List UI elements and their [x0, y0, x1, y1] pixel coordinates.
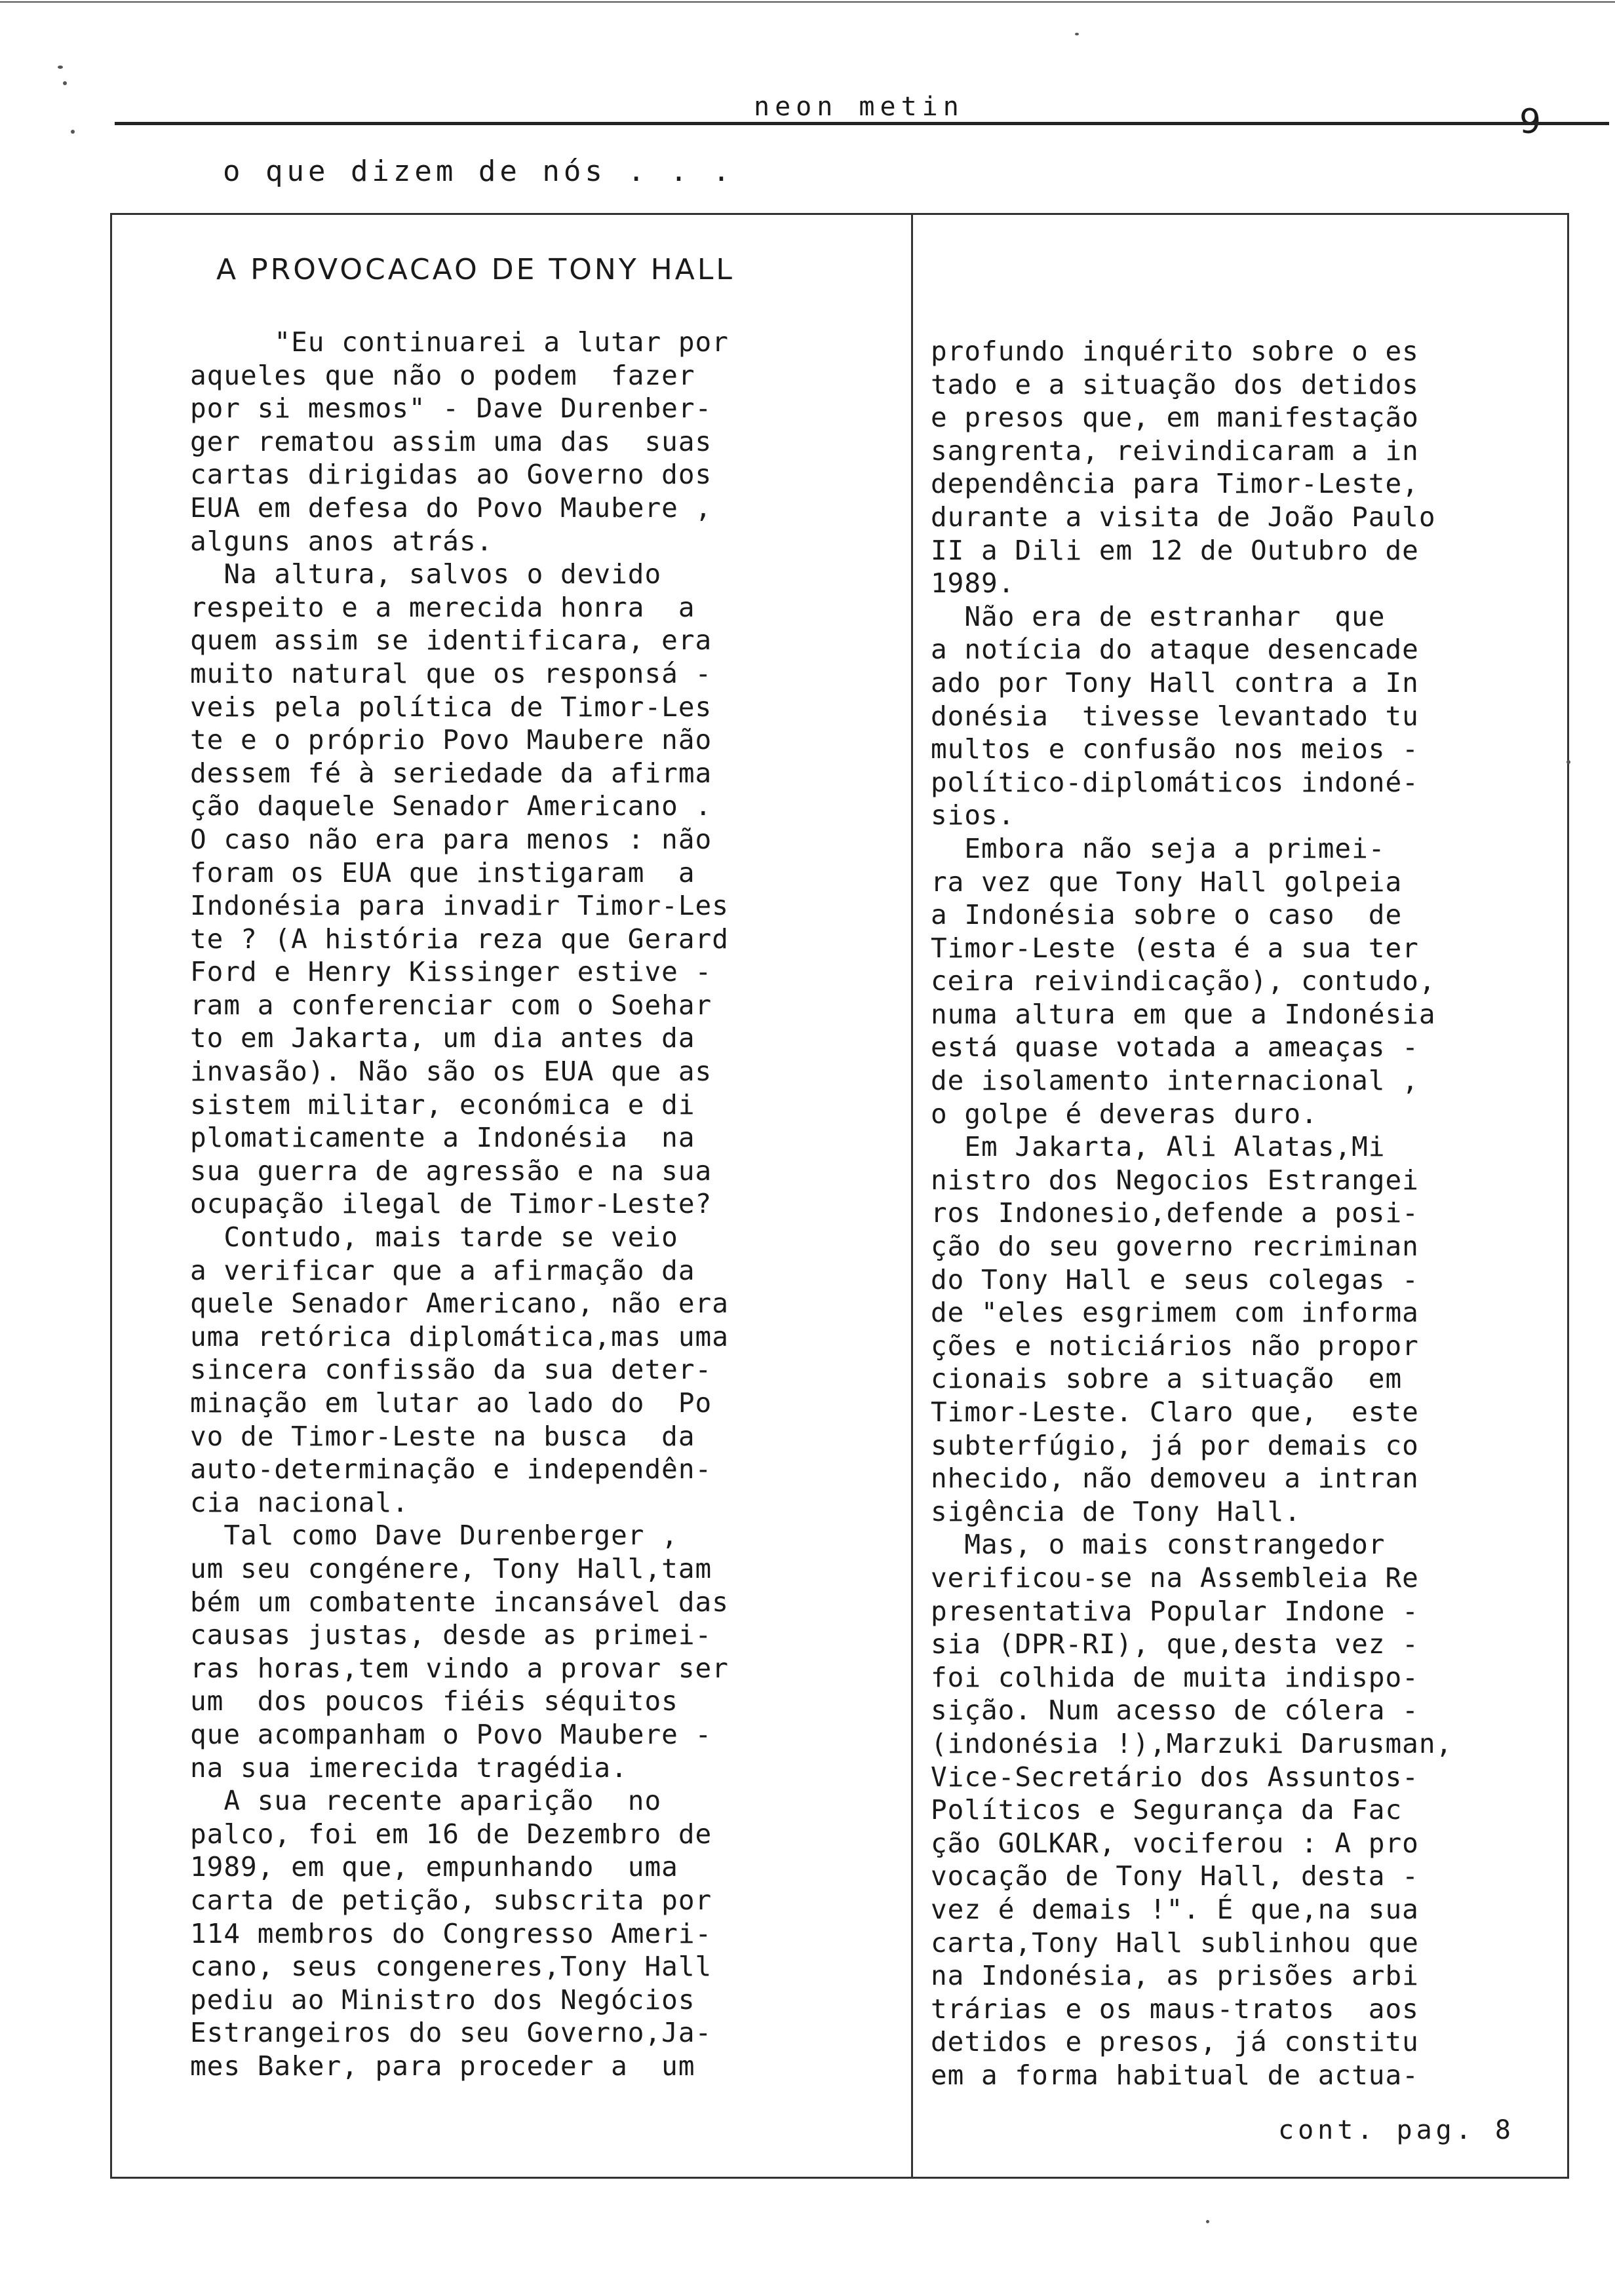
text-line: dessem fé à seriedade da afirma [190, 757, 712, 789]
text-line: a notícia do ataque desencade [931, 634, 1419, 666]
left-column [190, 326, 898, 2082]
text-line: 1989, em que, empunhando uma [190, 1851, 678, 1883]
scan-speck [1566, 760, 1570, 764]
text-line: trárias e os maus-tratos aos [931, 1993, 1419, 2025]
page-number: 9 [1519, 102, 1542, 142]
text-line: a Indonésia sobre o caso de [931, 899, 1403, 931]
text-line: Ford e Henry Kissinger estive - [190, 956, 712, 988]
text-line: dependência para Timor-Leste, [931, 468, 1419, 500]
text-line: palco, foi em 16 de Dezembro de [190, 1818, 712, 1850]
text-line: na sua imerecida tragédia. [190, 1751, 628, 1784]
text-line: ram a conferenciar com o Soehar [190, 989, 712, 1021]
text-line: cionais sobre a situação em [931, 1363, 1403, 1395]
text-line: Timor-Leste. Claro que, este [931, 1396, 1419, 1428]
text-line: ocupação ilegal de Timor-Leste? [190, 1188, 712, 1220]
text-line: veis pela política de Timor-Les [190, 691, 712, 723]
scan-speck [63, 81, 67, 85]
text-line: II a Dili em 12 de Outubro de [931, 534, 1419, 566]
text-line: aqueles que não o podem fazer [190, 359, 695, 391]
text-line: verificou-se na Assembleia Re [931, 1561, 1419, 1594]
text-line: ções e noticiários não propor [931, 1330, 1419, 1362]
text-line: ção do seu governo recriminan [931, 1231, 1419, 1263]
text-line: um dos poucos fiéis séquitos [190, 1685, 678, 1717]
text-line: Não era de estranhar que [931, 600, 1386, 632]
text-line: Timor-Leste (esta é a sua ter [931, 932, 1419, 964]
text-line: carta de petição, subscrita por [190, 1884, 712, 1916]
text-line: auto-determinação e independên- [190, 1453, 712, 1485]
top-edge-rule [0, 1, 1615, 3]
text-line: pediu ao Ministro dos Negócios [190, 1983, 695, 2016]
text-line: ra vez que Tony Hall golpeia [931, 866, 1403, 898]
text-line: sigência de Tony Hall. [931, 1495, 1302, 1527]
text-line: está quase votada a ameaças - [931, 1031, 1419, 1063]
text-line: a verificar que a afirmação da [190, 1254, 695, 1286]
text-line: ção GOLKAR, vociferou : A pro [931, 1827, 1419, 1859]
text-line: cano, seus congeneres,Tony Hall [190, 1951, 712, 1983]
text-line: que acompanham o Povo Maubere - [190, 1718, 712, 1750]
text-line: por si mesmos" - Dave Durenber- [190, 392, 712, 425]
text-line: sição. Num acesso de cólera - [931, 1694, 1419, 1727]
text-line: plomaticamente a Indonésia na [190, 1122, 695, 1154]
text-line: vez é demais !". É que,na sua [931, 1893, 1419, 1925]
text-line: ras horas,tem vindo a provar ser [190, 1652, 729, 1684]
text-line: Indonésia para invadir Timor-Les [190, 890, 729, 922]
text-line: vocação de Tony Hall, desta - [931, 1860, 1419, 1892]
text-line: vo de Timor-Leste na busca da [190, 1420, 695, 1452]
text-line: ção daquele Senador Americano . [190, 790, 712, 822]
text-line: te e o próprio Povo Maubere não [190, 724, 712, 756]
text-line: tado e a situação dos detidos [931, 368, 1419, 400]
text-line: quem assim se identificara, era [190, 624, 712, 657]
article-title: A PROVOCACAO DE TONY HALL [216, 253, 735, 286]
text-line: sangrenta, reivindicaram a in [931, 434, 1419, 467]
text-line: sincera confissão da sua deter- [190, 1354, 712, 1386]
text-line: político-diplomáticos indoné- [931, 766, 1419, 798]
text-line: ger rematou assim uma das suas [190, 425, 712, 457]
text-line: durante a visita de João Paulo [931, 501, 1436, 533]
section-label: o que dizem de nós . . . [223, 155, 734, 188]
text-line: ceira reivindicação), contudo, [931, 965, 1436, 997]
text-line: bém um combatente incansável das [190, 1586, 729, 1618]
text-line: sistem militar, económica e di [190, 1088, 695, 1120]
text-line: respeito e a merecida honra a [190, 591, 695, 623]
text-line: uma retórica diplomática,mas uma [190, 1320, 729, 1352]
text-line: to em Jakarta, um dia antes da [190, 1022, 695, 1054]
text-line: um seu congénere, Tony Hall,tam [190, 1552, 712, 1584]
running-head: neon metin [754, 92, 964, 122]
text-line: Tal como Dave Durenberger , [190, 1520, 678, 1552]
text-line: de "eles esgrimem com informa [931, 1297, 1419, 1329]
column-divider [911, 213, 913, 2179]
text-line: e presos que, em manifestação [931, 402, 1419, 434]
scan-speck [1075, 33, 1079, 35]
text-line: "Eu continuarei a lutar por [190, 326, 729, 358]
header-rule [115, 122, 1609, 125]
text-line: Estrangeiros do seu Governo,Ja- [190, 2017, 712, 2049]
text-line: de isolamento internacional , [931, 1065, 1419, 1097]
scan-speck [1206, 2220, 1209, 2223]
text-line: muito natural que os responsá - [190, 657, 712, 689]
text-line: cia nacional. [190, 1486, 409, 1518]
text-line: quele Senador Americano, não era [190, 1288, 729, 1320]
continuation-note: cont. pag. 8 [1278, 2115, 1515, 2145]
scan-speck [58, 66, 63, 69]
right-column [931, 335, 1560, 2092]
text-line: sua guerra de agressão e na sua [190, 1155, 712, 1187]
text-line: donésia tivesse levantado tu [931, 700, 1419, 732]
text-line: EUA em defesa do Povo Maubere , [190, 491, 712, 524]
text-line: mes Baker, para proceder a um [190, 2050, 695, 2082]
text-line: o golpe é deveras duro. [931, 1098, 1318, 1130]
text-line: foram os EUA que instigaram a [190, 856, 695, 889]
text-line: 114 membros do Congresso Ameri- [190, 1917, 712, 1949]
text-line: ros Indonesio,defende a posi- [931, 1197, 1419, 1229]
text-line: sia (DPR-RI), que,desta vez - [931, 1628, 1419, 1660]
text-line: multos e confusão nos meios - [931, 733, 1419, 765]
text-line: foi colhida de muita indispo- [931, 1661, 1419, 1693]
text-line: alguns anos atrás. [190, 525, 494, 557]
text-line: presentativa Popular Indone - [931, 1595, 1419, 1627]
text-line: (indonésia !),Marzuki Darusman, [931, 1727, 1453, 1759]
text-line: carta,Tony Hall sublinhou que [931, 1926, 1419, 1959]
text-line: nhecido, não demoveu a intran [931, 1463, 1419, 1495]
text-line: minação em lutar ao lado do Po [190, 1387, 712, 1419]
text-line: subterfúgio, já por demais co [931, 1429, 1419, 1461]
text-line: Embora não seja a primei- [931, 832, 1386, 864]
text-line: Na altura, salvos o devido [190, 558, 662, 590]
text-line: O caso não era para menos : não [190, 823, 712, 855]
text-line: te ? (A história reza que Gerard [190, 923, 729, 955]
text-line: ado por Tony Hall contra a In [931, 666, 1419, 698]
scan-speck [71, 130, 75, 134]
text-line: cartas dirigidas ao Governo dos [190, 459, 712, 491]
text-line: Contudo, mais tarde se veio [190, 1221, 678, 1253]
text-line: invasão). Não são os EUA que as [190, 1056, 712, 1088]
text-line: A sua recente aparição no [190, 1785, 662, 1817]
text-line: detidos e presos, já constitu [931, 2026, 1419, 2058]
text-line: Mas, o mais constrangedor [931, 1529, 1386, 1561]
text-line: 1989. [931, 567, 1015, 600]
text-line: do Tony Hall e seus colegas - [931, 1263, 1419, 1295]
text-line: Políticos e Segurança da Fac [931, 1794, 1403, 1826]
text-line: Em Jakarta, Ali Alatas,Mi [931, 1131, 1386, 1163]
text-line: numa altura em que a Indonésia [931, 998, 1436, 1030]
text-line: sios. [931, 799, 1015, 832]
text-line: profundo inquérito sobre o es [931, 335, 1419, 367]
text-line: Vice-Secretário dos Assuntos- [931, 1761, 1419, 1793]
text-line: causas justas, desde as primei- [190, 1619, 712, 1651]
text-line: nistro dos Negocios Estrangei [931, 1164, 1419, 1196]
text-line: na Indonésia, as prisões arbi [931, 1960, 1419, 1992]
text-line: em a forma habitual de actua- [931, 2059, 1419, 2091]
